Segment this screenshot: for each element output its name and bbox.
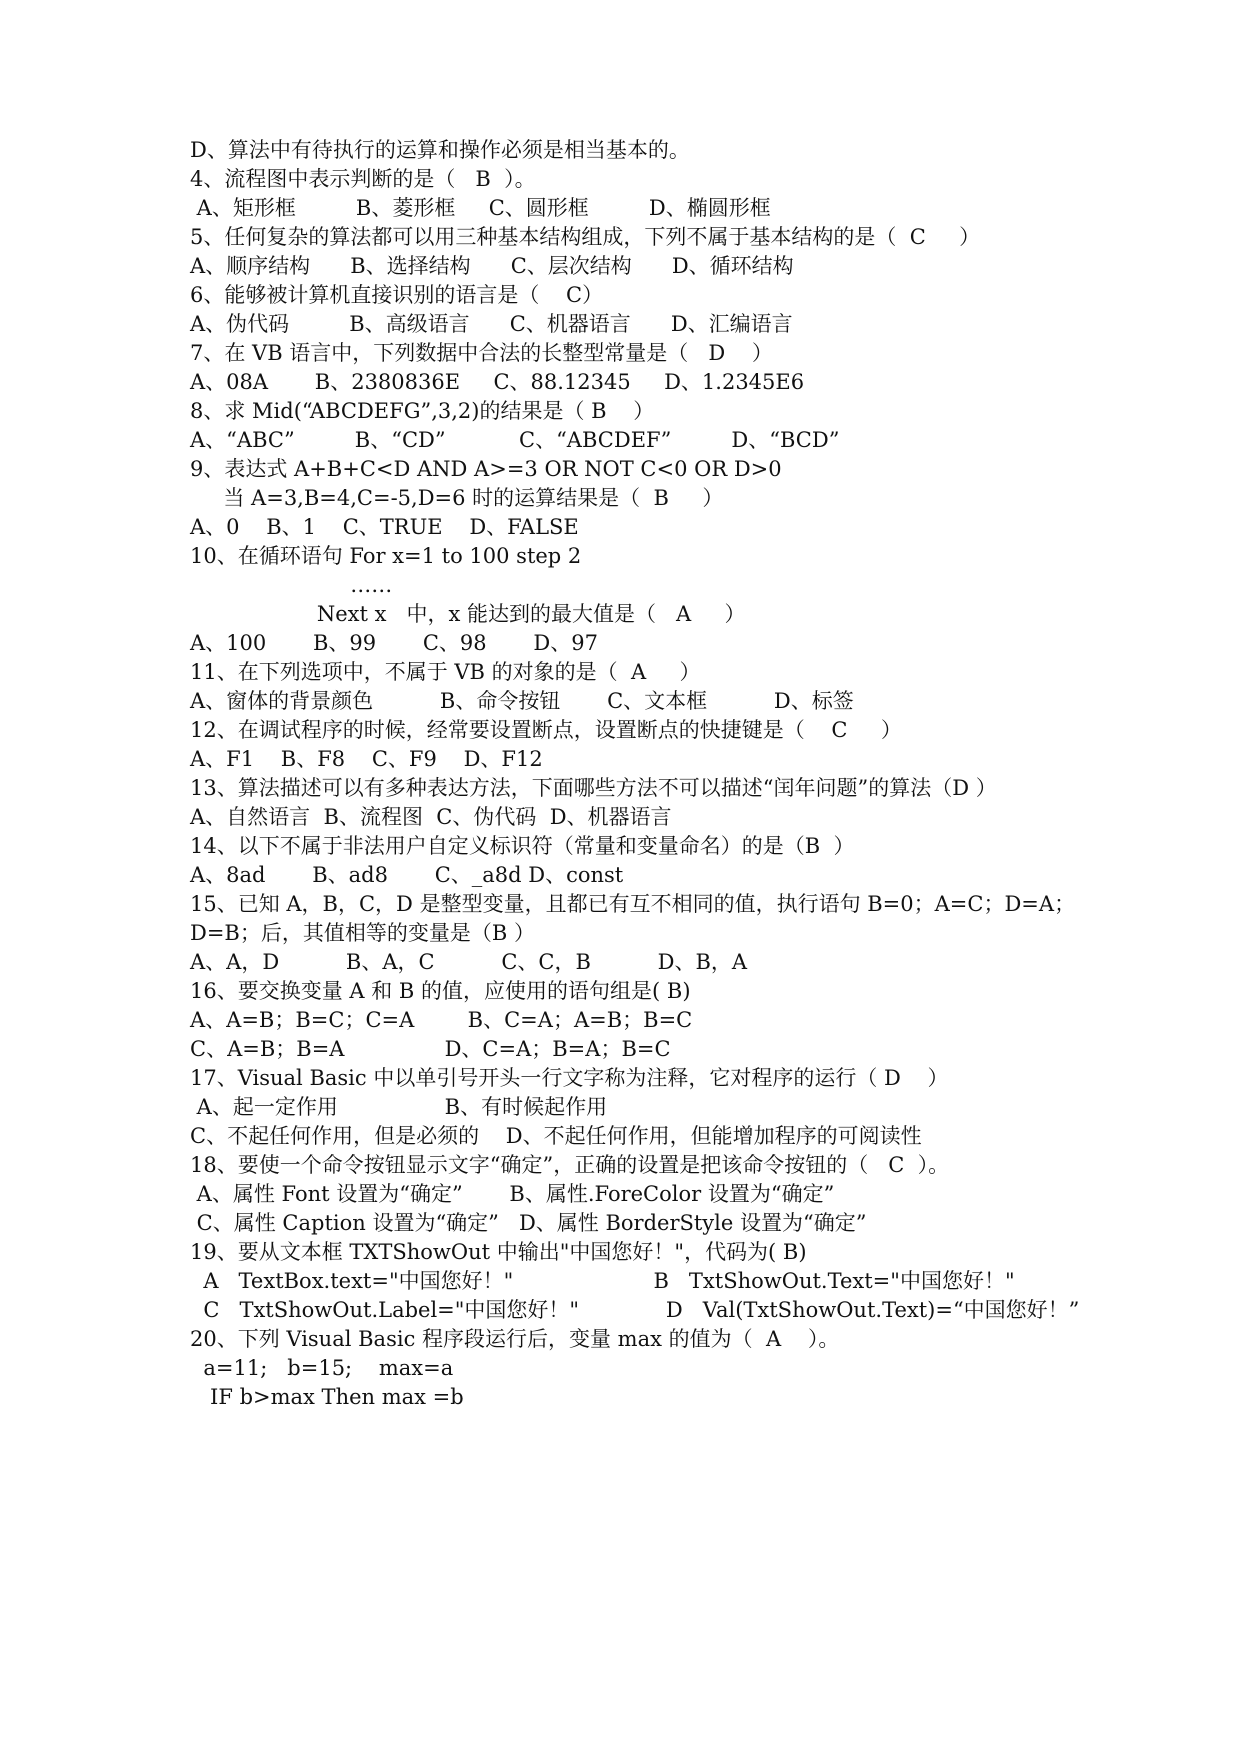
text-line: D=B；后，其值相等的变量是（B ） [190,921,535,945]
text-line: C、A=B；B=A D、C=A；B=A；B=C [190,1037,671,1061]
text-line: 13、算法描述可以有多种表达方法，下面哪些方法不可以描述“闰年问题”的算法（D ） [190,776,997,800]
text-line: a=11; b=15; max=a [190,1356,454,1380]
text-line: A、窗体的背景颜色 B、命令按钮 C、文本框 D、标签 [190,689,854,713]
text-line: 14、以下不属于非法用户自定义标识符（常量和变量命名）的是（B ） [190,834,855,858]
text-line: 7、在 VB 语言中，下列数据中合法的长整型常量是（ D ） [190,341,773,365]
text-line: A、100 B、99 C、98 D、97 [190,631,598,655]
text-line: 4、流程图中表示判断的是（ B ）。 [190,167,536,191]
text-line: IF b>max Then max =b [190,1385,464,1409]
text-line: Next x 中，x 能达到的最大值是（ A ） [190,602,746,626]
text-line: 18、要使一个命令按钮显示文字“确定”，正确的设置是把该命令按钮的（ C ）。 [190,1153,950,1177]
text-line: A、属性 Font 设置为“确定” B、属性.ForeColor 设置为“确定” [190,1182,835,1206]
text-line: 8、求 Mid(“ABCDEFG”,3,2)的结果是（ B ） [190,399,655,423]
text-line: 16、要交换变量 A 和 B 的值，应使用的语句组是( B) [190,979,691,1003]
text-line: C、不起任何作用，但是必须的 D、不起任何作用，但能增加程序的可阅读性 [190,1124,922,1148]
text-line: A、顺序结构 B、选择结构 C、层次结构 D、循环结构 [190,254,794,278]
text-line: A、起一定作用 B、有时候起作用 [190,1095,608,1119]
text-line: D、算法中有待执行的运算和操作必须是相当基本的。 [190,138,690,162]
text-line: 12、在调试程序的时候，经常要设置断点，设置断点的快捷键是（ C ） [190,718,902,742]
text-line: 9、表达式 A+B+C<D AND A>=3 OR NOT C<0 OR D>0 [190,457,782,481]
text-line: A、08A B、2380836E C、88.12345 D、1.2345E6 [190,370,805,394]
text-line: C、属性 Caption 设置为“确定” D、属性 BorderStyle 设置为“确定” [190,1211,867,1235]
text-line: A TextBox.text="中国您好！" B TxtShowOut.Text="中国您好！" [190,1269,1015,1293]
text-line: 17、Visual Basic 中以单引号开头一行文字称为注释，它对程序的运行（ D ） [190,1066,949,1090]
text-line: A、自然语言 B、流程图 C、伪代码 D、机器语言 [190,805,672,829]
text-line: 15、已知 A，B，C，D 是整型变量，且都已有互不相同的值，执行语句 B=0；A=C；D=A； [190,892,1076,916]
text-line: 11、在下列选项中，不属于 VB 的对象的是（ A ） [190,660,701,684]
text-line: 19、要从文本框 TXTShowOut 中输出"中国您好！"，代码为( B) [190,1240,807,1264]
text-line: A、F1 B、F8 C、F9 D、F12 [190,747,543,771]
text-line: A、A，D B、A，C C、C，B D、B，A [190,950,748,974]
text-line: A、矩形框 B、菱形框 C、圆形框 D、椭圆形框 [190,196,771,220]
text-line: C TxtShowOut.Label="中国您好！" D Val(TxtShowOut.Text)=“中国您好！” [190,1298,1080,1322]
text-line: …… [190,573,393,597]
text-line: A、“ABC” B、“CD” C、“ABCDEF” D、“BCD” [190,428,840,452]
text-line: A、0 B、1 C、TRUE D、FALSE [190,515,579,539]
text-line: 10、在循环语句 For x=1 to 100 step 2 [190,544,582,568]
text-line: 20、下列 Visual Basic 程序段运行后，变量 max 的值为（ A ）。 [190,1327,840,1351]
text-line: A、伪代码 B、高级语言 C、机器语言 D、汇编语言 [190,312,793,336]
text-line: 5、任何复杂的算法都可以用三种基本结构组成，下列不属于基本结构的是（ C ） [190,225,981,249]
text-line: A、A=B；B=C；C=A B、C=A；A=B；B=C [190,1008,693,1032]
text-line: 6、能够被计算机直接识别的语言是（ C） [190,283,604,307]
text-line: 当 A=3,B=4,C=-5,D=6 时的运算结果是（ B ） [190,486,724,510]
text-line: A、8ad B、ad8 C、_a8d D、const [190,863,624,887]
